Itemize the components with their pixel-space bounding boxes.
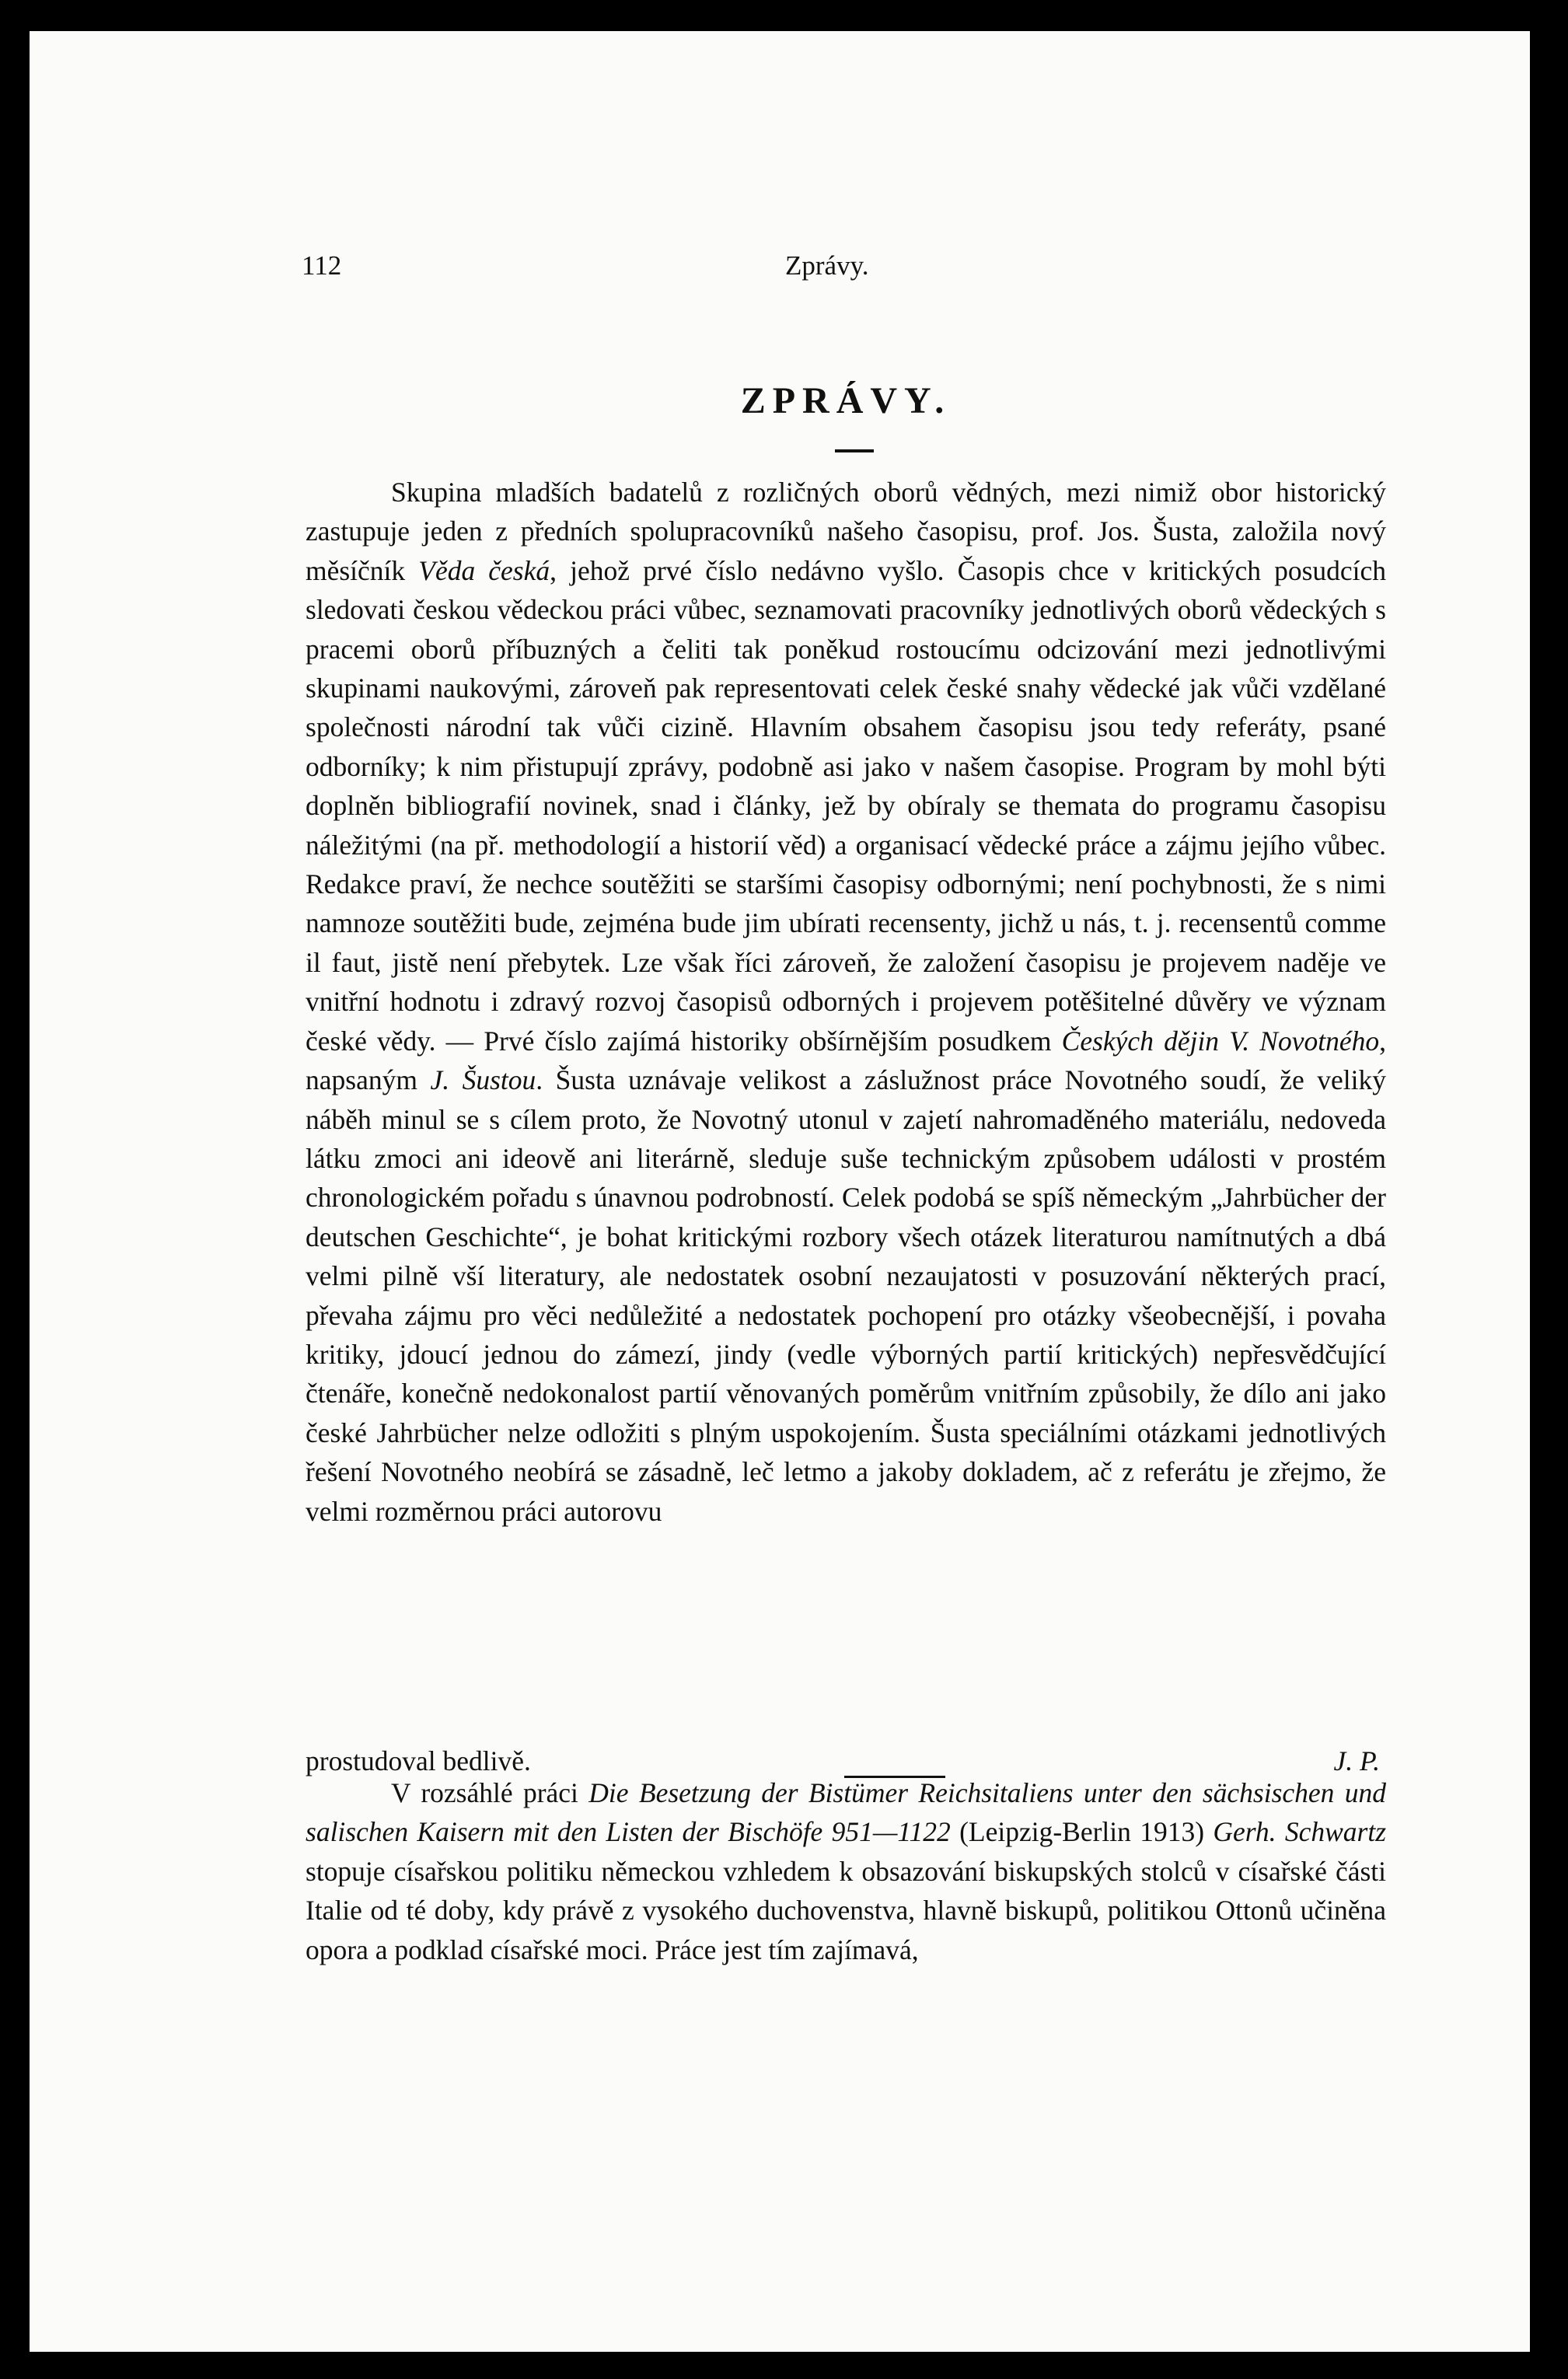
page-number: 112 [302, 250, 342, 281]
article-1-text-3: , napsaným [306, 1025, 1386, 1096]
journal-title: Věda česká [418, 554, 550, 586]
page-header [302, 250, 1390, 289]
article-1-last-text: prostudoval bedlivě. [306, 1745, 531, 1776]
article-2-paragraph [306, 1773, 1386, 1969]
section-heading: ZPRÁVY. [740, 380, 952, 421]
article-1-text-4: . Šusta uznávaje velikost a záslužnost práce Novotného soudí, že veliký náběh minul se s cílem proto, že Novotný utonul v zajetí nahromaděného materiálu, nedoveda látku zmoci ani ideově ani literárně, sleduje suše technickým způsobem události v prostém chronologickém pořadu s únavnou podrobností. Celek podobá se spíš německým „Jahrbücher der deutschen Geschichte“, je bohat kritickými rozbory všech otázek literaturou namítnutých a dbá velmi pilně vší literatury, ale nedostatek osobní nezaujatosti v posuzování některých prací, převaha zájmu pro věci nedůležité a nedostatek pochopení pro otázky všeobecnější, i povaha kritiky, jdoucí jednou do zámezí, jindy (vedle výborných partií kritických) nepřesvědčující čtenáře, konečně nedokonalost partií věnovaných poměrům vnitřním způsobily, že dílo ani jako české Jahrbücher nelze odložiti s plným uspokojením. Šusta speciálními otázkami jednotlivých řešení Novotného neobírá se zásadně, leč letmo a jakoby dokladem, ač z referátu je zřejmo, že velmi rozměrnou práci autorovu [306, 1064, 1386, 1527]
heading-rule [835, 449, 874, 452]
book-title: Die Besetzung der Bistümer Reichsitaliens unter den sächsischen und salischen Kaisern mit den Listen der Bischöfe 951—1122 [306, 1777, 1386, 1848]
article-2 [306, 1773, 1386, 1969]
article-1-text-2: , jehož prvé číslo nedávno vyšlo. Časopis chce v kritických posudcích sledovati českou vědeckou práci vůbec, seznamovati pracovníky jednotlivých oborů vědeckých s pracemi oborů příbuzných a čeliti tak poněkud rostoucímu odcizování mezi jednotlivými skupinami naukovými, zároveň pak representovati celek české snahy vědecké jak vůči vzdělané společnosti národní tak vůči cizině. Hlavním obsahem časopisu jsou tedy referáty, psané odborníky; k nim přistupují zprávy, podobně asi jako v našem časopise. Program by mohl býti doplněn bibliografií novinek, snad i články, jež by obíraly se themata do programu časopisu náležitými (na př. methodologií a historií věd) a organisací vědecké práce a zájmu jejího vůbec. Redakce praví, že nechce soutěžiti se staršími časopisy odbornými; není pochybnosti, že s nimi namnoze soutěžiti bude, zejména bude jim ubírati recensenty, jichž u nás, t. j. recensentů comme il faut, jistě není přebytek. Lze však říci zároveň, že založení časopisu je projevem naděje ve vnitřní hodnotu i zdravý rozvoj časopisů odborných i projevem potěšitelné důvěry ve význam české vědy. — Prvé číslo zajímá historiky obšírnějším posudkem [306, 554, 1387, 1057]
reviewed-work-title: Českých dějin V. Novotného [1061, 1025, 1380, 1057]
article-2-text-1: (Leipzig-Berlin 1913) [950, 1816, 1214, 1848]
article-1-text-1: Skupina mladších badatelů z rozličných oborů vědných, mezi nimiž obor historický zastupuje jeden z předních spolupracovníků našeho časopisu, prof. Jos. Šusta, založila nový měsíčník [306, 477, 1386, 586]
reviewer-name: J. Šustou [430, 1064, 536, 1096]
article-2-intro: V rozsáhlé práci [391, 1777, 589, 1808]
article-2-text-2: stopuje císařskou politiku německou vzhledem k obsazování biskupských stolců v císařské části Italie od té doby, kdy právě z vysokého duchovenstva, hlavně biskupů, politikou Ottonů učiněna opora a podklad císařské moci. Práce jest tím zajímavá, [306, 1855, 1386, 1965]
book-page [30, 31, 1530, 2352]
author-signature: J. P. [1333, 1745, 1380, 1776]
article-1-paragraph [306, 473, 1386, 1531]
book-author: Gerh. Schwartz [1213, 1816, 1387, 1848]
running-title: Zprávy. [785, 250, 869, 281]
article-1 [306, 473, 1386, 1531]
